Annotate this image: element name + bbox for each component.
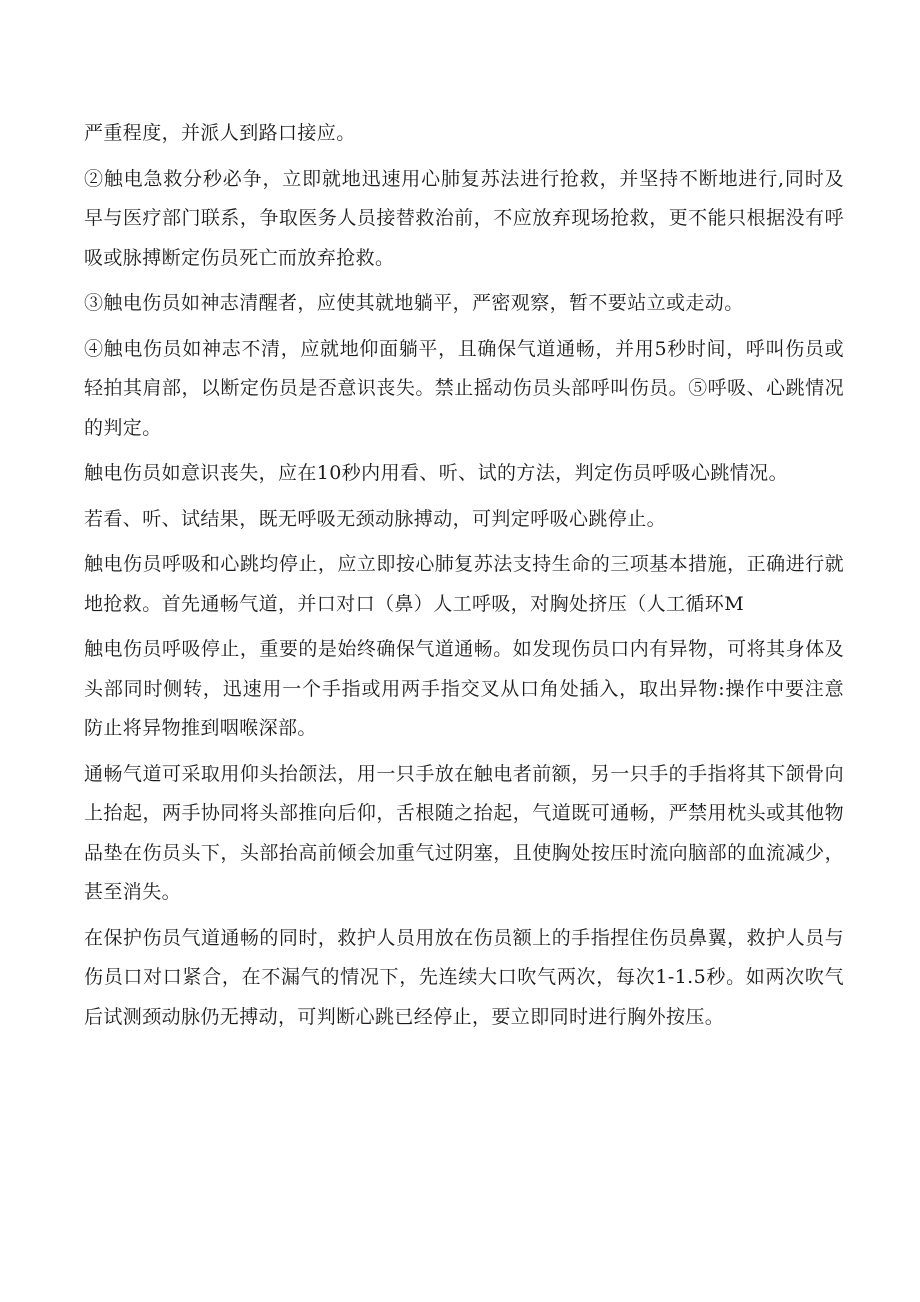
paragraph-10: 在保护伤员气道通畅的同时，救护人员用放在伤员额上的手指捏住伤员鼻翼，救护人员与伤员口对口紧合，在不漏气的情况下，先连续大口吹气两次，每次1-1.5秒。如两次吹气后试测颈动脉仍无搏动，可判断心跳已经停止，要立即同时进行胸外按压。 bbox=[84, 926, 844, 1028]
paragraph-2: ②触电急救分秒必争，立即就地迅速用心肺复苏法进行抢救，并坚持不断地进行,同时及早与医疗部门联系，争取医务人员接替救治前，不应放弃现场抢救，更不能只根据没有呼吸或脉搏断定伤员死亡而放弃抢救。 bbox=[84, 167, 844, 269]
paragraph-1: 严重程度，并派人到路口接应。 bbox=[84, 122, 356, 144]
document-body bbox=[84, 114, 844, 1043]
paragraph-7: 触电伤员呼吸和心跳均停止，应立即按心肺复苏法支持生命的三项基本措施，正确进行就地抢救。首先通畅气道，并口对口（鼻）人工呼吸，对胸处挤压（人工循环M bbox=[84, 553, 844, 615]
paragraph-4: ④触电伤员如神志不清，应就地仰面躺平，且确保气道通畅，并用5秒时间，呼叫伤员或轻拍其肩部，以断定伤员是否意识丧失。禁止摇动伤员头部呼叫伤员。⑤呼吸、心跳情况的判定。 bbox=[84, 337, 844, 439]
paragraph-3: ③触电伤员如神志清醒者，应使其就地躺平，严密观察，暂不要站立或走动。 bbox=[84, 292, 744, 314]
paragraph-9: 通畅气道可采取用仰头抬颌法，用一只手放在触电者前额，另一只手的手指将其下颌骨向上抬起，两手协同将头部推向后仰，舌根随之抬起，气道既可通畅，严禁用枕头或其他物品垫在伤员头下，头部抬高前倾会加重气过阴塞，且使胸处按压时流向脑部的血流减少，甚至消失。 bbox=[84, 762, 844, 903]
paragraph-5: 触电伤员如意识丧失，应在10秒内用看、听、试的方法，判定伤员呼吸心跳情况。 bbox=[84, 462, 788, 484]
paragraph-6: 若看、听、试结果，既无呼吸无颈动脉搏动，可判定呼吸心跳停止。 bbox=[84, 507, 667, 530]
paragraph-8: 触电伤员呼吸停止，重要的是始终确保气道通畅。如发现伤员口内有异物，可将其身体及头部同时侧转，迅速用一个手指或用两手指交叉从口角处插入，取出异物:操作中要注意防止将异物推到咽喉深部。 bbox=[84, 638, 844, 739]
